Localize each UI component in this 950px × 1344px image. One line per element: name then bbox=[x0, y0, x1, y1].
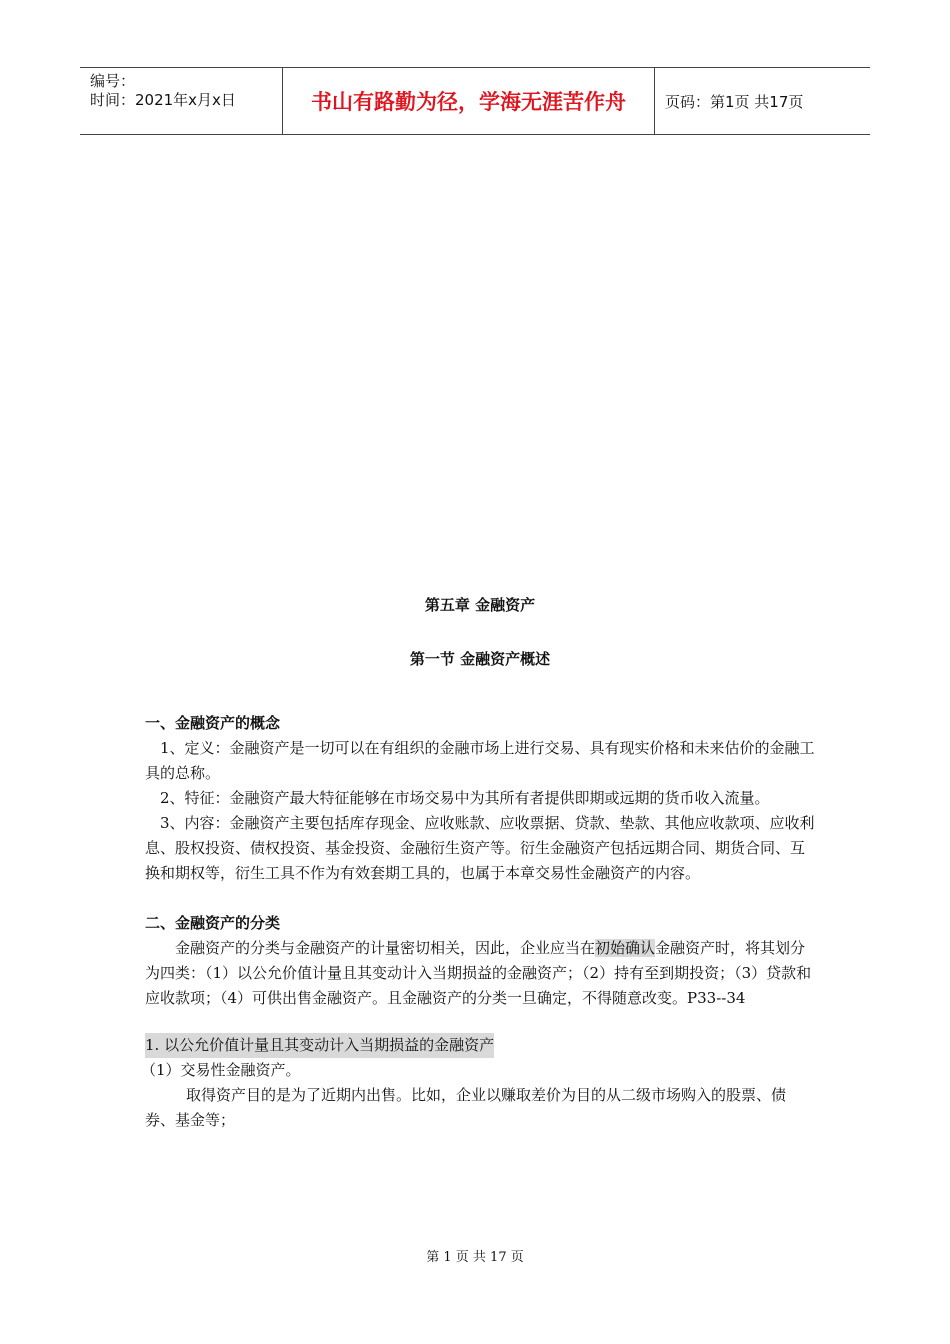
subsection-item-trading: （1）交易性金融资产。 bbox=[141, 1061, 301, 1079]
part-classification-heading: 二、金融资产的分类 bbox=[145, 914, 281, 932]
classification-text-pre: 金融资产的分类与金融资产的计量密切相关，因此，企业应当在 bbox=[175, 939, 596, 957]
header-motto: 书山有路勤为径，学海无涯苦作舟 bbox=[282, 68, 655, 134]
concept-feature: 2、特征：金融资产最大特征能够在市场交易中为其所有者提供即期或远期的货币收入流量。 bbox=[160, 789, 770, 807]
document-time: 时间：2021年x月x日 bbox=[90, 91, 236, 109]
page-footer: 第 1 页 共 17 页 bbox=[426, 1250, 524, 1265]
concept-content: 3、内容：金融资产主要包括库存现金、应收账款、应收票据、贷款、垫款、其他应收款项、应收利息、股权投资、债权投资、基金投资、金融衍生资产等。衍生金融资产包括远期合同、期货合同、互换和期权等，衍生工具不作为有效套期工具的，也属于本章交易性金融资产的内容。 bbox=[145, 814, 815, 882]
document-body bbox=[141, 595, 815, 1133]
chapter-title: 第五章 金融资产 bbox=[424, 596, 536, 614]
subsection-item-trading-text: 取得资产目的是为了近期内出售。比如，企业以赚取差价为目的从二级市场购入的股票、债券、基金等； bbox=[145, 1086, 787, 1129]
classification-text-post: 金融资产时，将其划分为四类：（1）以公允价值计量且其变动计入当期损益的金融资产；（2）持有至到期投资；（3）贷款和应收款项；（4）可供出售金融资产。且金融资产的分类一旦确定，不得随意改变。P33--34 bbox=[145, 939, 812, 1007]
section-title: 第一节 金融资产概述 bbox=[409, 650, 551, 668]
classification-highlight: 初始确认 bbox=[595, 939, 656, 957]
part-concept bbox=[145, 711, 815, 886]
header-meta bbox=[80, 68, 282, 134]
page-header bbox=[80, 67, 870, 135]
classification-paragraph bbox=[145, 936, 815, 1011]
part-concept-heading: 一、金融资产的概念 bbox=[145, 714, 281, 732]
concept-definition: 1、定义：金融资产是一切可以在有组织的金融市场上进行交易、具有现实价格和未来估价的金融工具的总称。 bbox=[145, 739, 815, 782]
document-number: 编号： bbox=[90, 72, 136, 90]
part-classification bbox=[145, 911, 815, 1011]
header-page-info: 页码：第1页 共17页 bbox=[665, 92, 804, 111]
subsection-fvtpl bbox=[141, 1033, 815, 1133]
subsection-heading: 1. 以公允价值计量且其变动计入当期损益的金融资产 bbox=[145, 1033, 494, 1058]
